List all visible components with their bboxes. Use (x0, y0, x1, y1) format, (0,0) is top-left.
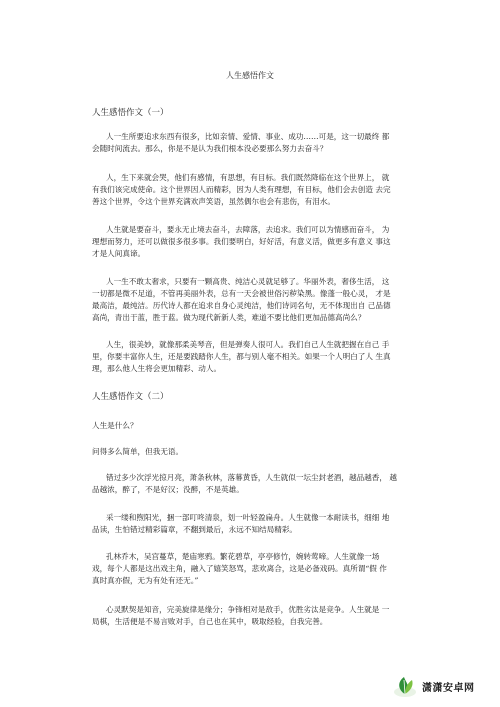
text-line: 善这个世界，令这个世界充满欢声笑语，虽然偶尔也会有悲伤，有泪水。 (92, 197, 335, 206)
paragraph (92, 172, 410, 208)
paragraph (92, 276, 410, 324)
text-line: 错过多少次浮光掠月亮，萧条秋林，落幕黄昏，人生就似一坛尘封老酒，越品越香， 越 (106, 473, 397, 482)
paragraph (92, 339, 410, 375)
text-line: 问得多么简单，但我无语。 (92, 447, 184, 456)
logo-text: 潇潇安卓网 (422, 682, 475, 694)
text-line: 一切都是微不足道，不管再美丽外表，总有一天会被世俗污秽染黑。像蓬一般心灵， 才是 (92, 289, 391, 298)
text-line: 理，那么他人生将会更加精彩、动人。 (92, 364, 222, 373)
text-line: 理想而努力，还可以做很多很多事。我们要明白，好好活，有意义活，做更多有意义 事这 (92, 237, 391, 246)
text-line: 品读，生怕错过精彩篇章，不翻到最后，永远不知结局精彩。 (92, 525, 298, 534)
site-logo (392, 673, 492, 699)
text-line: 局棋，生活便是不易言败对手，自己也在其中，吸取经验，自我完善。 (92, 617, 328, 626)
text-line: 才是人间真谛。 (92, 249, 146, 258)
text-line: 人，生下来就会哭，他们有感情，有思想，有目标。我们既然降临在这个世界上， 就 (106, 173, 390, 182)
text-line: 人一生不敢太奢求，只要有一颗高贵、纯洁心灵就足够了。华丽外表，奢侈生活， 这 (106, 277, 390, 286)
text-line: 人生，很美妙，就像那柔美琴音，但是弹奏人很可人。我们自己人生就把握在自己 手 (106, 340, 390, 349)
paragraph (92, 551, 410, 587)
text-line: 人生就是要奋斗，要永无止境去奋斗，去障落，去追求。我们可以为情感而奋斗， 为 (106, 225, 390, 234)
text-line: 心灵默契是知音，完美旋律是缘分；争锋相对是敌手，优胜劣汰是竞争。人生就是 一 (106, 605, 390, 614)
paragraph (92, 472, 410, 496)
section-heading-2: 人生感悟作文（二） (92, 392, 169, 402)
section-heading-1: 人生感悟作文（一） (92, 108, 169, 118)
paragraph (92, 224, 410, 260)
paragraph (92, 131, 410, 155)
paragraph (92, 512, 410, 536)
text-line: 里，你要丰富你人生，还是要践踏你人生，都与别人毫不相关。如果一个人明白了人 生真 (92, 352, 391, 361)
document-title: 人生感悟作文 (226, 71, 274, 80)
text-line: 采一缕和煦阳光，捆一部叮咚清泉，划一叶轻盈扁舟。人生就像一本耐读书，细细 地 (106, 513, 390, 522)
text-line: 真时真亦假，无为有处有还无。” (92, 576, 199, 585)
text-line: 最高洁，最纯洁。历代诗人都在追求自身心灵纯洁，他们诗词名句，无不体现出自 己品德 (92, 301, 391, 310)
text-line: 人一生所要追求东西有很多，比如亲情、爱情、事业、成功……可是，这一切最终 都 (106, 132, 390, 141)
text-line: 有我们该完成使命。这个世界因人而精彩，因为人类有理想，有目标，他们会去创造 去完 (92, 185, 391, 194)
paragraph (92, 604, 410, 628)
text-line: 高尚，青出于蓝，胜于蓝。做为现代新新人类，难道不要比他们更加品德高尚么？ (92, 313, 366, 322)
text-line: 人生是什么？ (92, 421, 138, 430)
paragraph (92, 420, 410, 432)
text-line: 戏，每个人都是这出戏主角，融入了嬉笑怒骂，悲欢离合，这是必备戏码。真所谓“假 作 (92, 564, 387, 573)
text-line: 品越浓，醉了，不是好汉；没醉，不是英雄。 (92, 485, 244, 494)
text-line: 孔林乔木，吴宫蔓草，楚庙寒鸦。繁花碧草，亭亭修竹，婉转莺啼。人生就像一场 (106, 552, 380, 561)
paragraph (92, 446, 410, 458)
leaf-logo-icon (392, 674, 418, 698)
text-line: 会随时间流去。那么，你是不是认为我们根本没必要那么努力去奋斗？ (92, 144, 328, 153)
